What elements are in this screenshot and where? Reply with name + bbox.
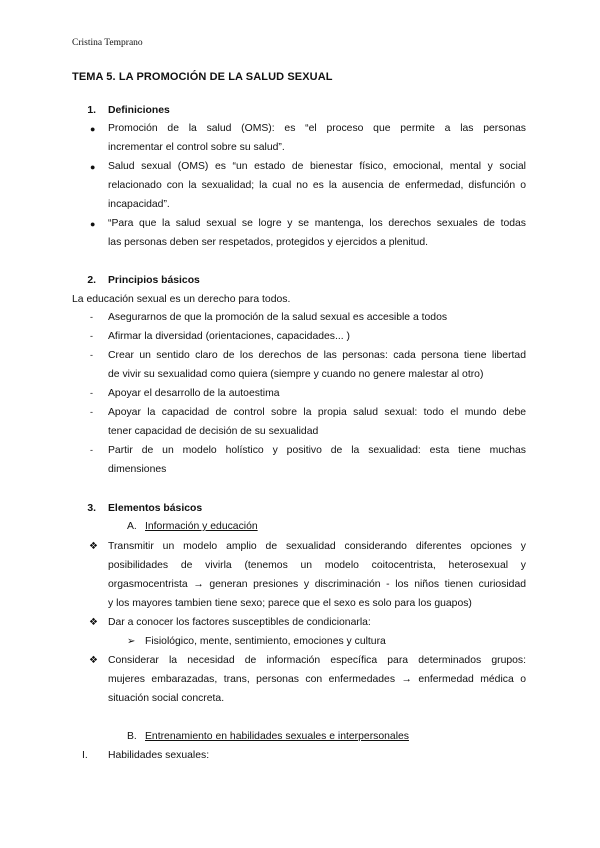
section-2-heading: Principios básicos bbox=[108, 275, 200, 286]
section-3-number: 3. bbox=[87, 503, 96, 514]
section-2-number: 2. bbox=[87, 275, 96, 286]
s1-bullet-3-line-2: las personas deben ser respetados, protegidos y ejercidos a plenitud. bbox=[108, 237, 428, 248]
s2-item-3-line-1: Crear un sentido claro de los derechos de las personas: cada persona tiene libertad bbox=[108, 350, 526, 361]
s2-item-1: Asegurarnos de que la promoción de la salud sexual es accesible a todos bbox=[108, 312, 448, 323]
dash-icon: - bbox=[90, 350, 93, 360]
dash-icon: - bbox=[90, 331, 93, 341]
s2-item-6-line-2: dimensiones bbox=[108, 464, 167, 475]
roman-item-label: Habilidades sexuales: bbox=[108, 750, 210, 761]
bullet-icon: ● bbox=[90, 219, 96, 229]
s3-item-1-line-4: y los mayores tambien tiene sexo; parece que el sexo es solo para los guapos) bbox=[108, 598, 472, 609]
s3-item-2: Dar a conocer los factores susceptibles de condicionarla: bbox=[108, 617, 371, 628]
s3-sub-a-letter: A. bbox=[127, 521, 137, 532]
s2-item-4: Apoyar el desarrollo de la autoestima bbox=[108, 388, 280, 399]
diamond-bullet-icon: ❖ bbox=[89, 617, 98, 628]
s2-item-5-line-1: Apoyar la capacidad de control sobre la propia salud sexual: todo el mundo debe bbox=[108, 407, 526, 418]
s2-item-6-line-1: Partir de un modelo holístico y positivo de la sexualidad: esta tiene muchas bbox=[108, 445, 526, 456]
s3-item-3-line-1: Considerar la necesidad de información específica para determinados grupos: bbox=[108, 655, 526, 666]
diamond-bullet-icon: ❖ bbox=[89, 541, 98, 552]
header-author: Cristina Temprano bbox=[72, 38, 143, 48]
s3-item-1-line-2: posibilidades de vivirla (tenemos un modelo coitocentrista, heterosexual y bbox=[108, 560, 526, 571]
s1-bullet-1-line-1: Promoción de la salud (OMS): es “el proceso que permite a las personas bbox=[108, 123, 526, 134]
s3-subitem: Fisiológico, mente, sentimiento, emociones y cultura bbox=[145, 636, 386, 647]
s3-sub-b-letter: B. bbox=[127, 731, 137, 742]
bullet-icon: ● bbox=[90, 162, 96, 172]
dash-icon: - bbox=[90, 445, 93, 455]
s2-item-2: Afirmar la diversidad (orientaciones, capacidades... ) bbox=[108, 331, 350, 342]
section-1-number: 1. bbox=[87, 105, 96, 116]
s3-sub-a-heading: Información y educación bbox=[145, 521, 258, 532]
s2-item-5-line-2: tener capacidad de decisión de su sexualidad bbox=[108, 426, 319, 437]
section-3-heading: Elementos básicos bbox=[108, 503, 203, 514]
s1-bullet-2-line-1: Salud sexual (OMS) es “un estado de bienestar físico, emocional, mental y social bbox=[108, 161, 526, 172]
dash-icon: - bbox=[90, 407, 93, 417]
s3-sub-b-heading: Entrenamiento en habilidades sexuales e interpersonales bbox=[145, 731, 409, 742]
roman-numeral: I. bbox=[82, 750, 88, 761]
s3-item-3-line-3: situación social concreta. bbox=[108, 693, 225, 704]
dash-icon: - bbox=[90, 388, 93, 398]
s3-item-1-line-1: Transmitir un modelo amplio de sexualidad considerando diferentes opciones y bbox=[108, 541, 526, 552]
arrowhead-bullet-icon: ➢ bbox=[127, 636, 136, 647]
s3-item-1-line-3: orgasmocentrista → generan presiones y discriminación - los niños tienen curiosidad bbox=[108, 579, 526, 590]
section-1-heading: Definiciones bbox=[108, 105, 170, 116]
page-title: TEMA 5. LA PROMOCIÓN DE LA SALUD SEXUAL bbox=[72, 71, 333, 83]
bullet-icon: ● bbox=[90, 124, 96, 134]
s1-bullet-2-line-2: relacionado con la sexualidad; la cual no es la ausencia de enfermedad, disfunción o bbox=[108, 180, 526, 191]
s2-intro: La educación sexual es un derecho para todos. bbox=[72, 294, 291, 305]
s3-item-3-line-2: mujeres embarazadas, trans, personas con enfermedades → enfermedad médica o bbox=[108, 674, 526, 685]
s1-bullet-1-line-2: incrementar el control sobre su salud”. bbox=[108, 142, 285, 153]
s1-bullet-2-line-3: incapacidad”. bbox=[108, 199, 170, 210]
s1-bullet-3-line-1: “Para que la salud sexual se logre y se mantenga, los derechos sexuales de todas bbox=[108, 218, 526, 229]
diamond-bullet-icon: ❖ bbox=[89, 655, 98, 666]
dash-icon: - bbox=[90, 312, 93, 322]
s2-item-3-line-2: de vivir su sexualidad como quiera (siempre y cuando no genere malestar al otro) bbox=[108, 369, 484, 380]
